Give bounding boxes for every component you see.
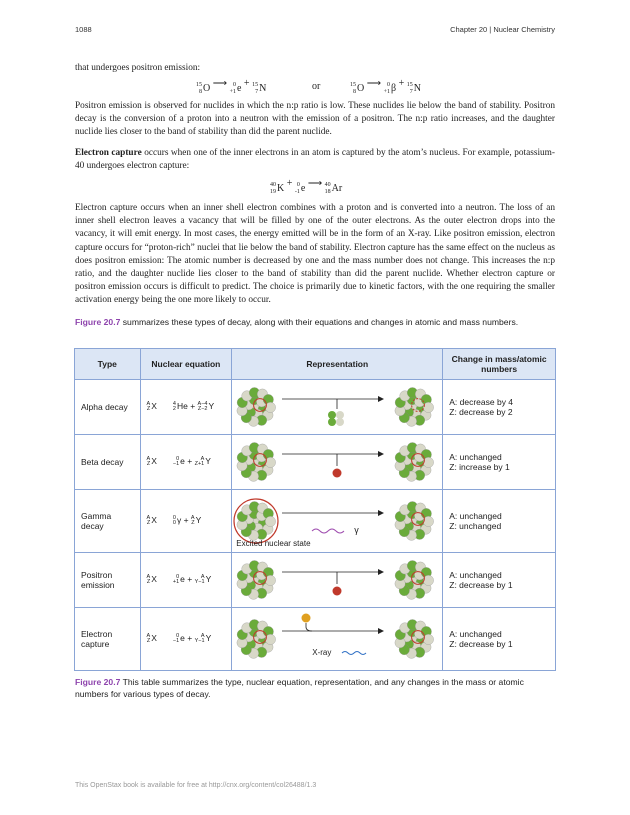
capture-arrow: [306, 623, 312, 631]
table-row: [75, 380, 556, 435]
electron-capture-equation: 40 19 K + 0 -1 e ⟶ 40 18 Ar: [270, 178, 343, 195]
change-cell: [443, 490, 556, 553]
summary-paragraph: Figure 20.7 summarizes these types of decay, along with their equations and changes in atomic and mass numbers.: [75, 317, 519, 327]
decay-diagram: [232, 380, 442, 434]
nuclear-equation: A Z X 0 −1 e + A Y−1 Y: [140, 608, 232, 671]
header-representation: Representation: [232, 349, 443, 380]
neutron: [423, 402, 433, 412]
nuclear-equation: A Z X 0 −1 e + A Z+1 Y: [140, 435, 232, 490]
alpha-particle-nucleon: [328, 411, 336, 419]
positron-equation-alt: 15 8 O ⟶ 0 +1 β + 15 7 N: [350, 78, 421, 95]
decay-type: Gamma decay: [75, 490, 141, 553]
atomic-change: Z: decrease by 2: [449, 407, 513, 417]
header-equation: Nuclear equation: [140, 349, 232, 380]
positron-equation: 15 8 O ⟶ 0 +1 e + 15 7 N: [196, 78, 267, 95]
table-row: [75, 490, 556, 553]
representation-cell: [232, 380, 443, 435]
arrowhead: [378, 569, 384, 575]
electron-capture-paragraph: Electron capture occurs when one of the inner electrons in an atom is captured by the atom’s nucleus. For example, potassium-40 undergoes electron capture:: [75, 148, 556, 172]
figure-link[interactable]: Figure 20.7: [75, 317, 121, 327]
page-number: 1088: [75, 25, 92, 34]
gamma-wave: [312, 529, 344, 533]
arrowhead: [378, 510, 384, 516]
xray-wave: [342, 652, 366, 655]
atomic-change: Z: increase by 1: [449, 462, 510, 472]
decay-diagram: [232, 435, 442, 489]
alpha-particle-nucleon: [336, 411, 344, 419]
change-cell: [443, 608, 556, 671]
arrowhead: [378, 396, 384, 402]
mass-change: A: decrease by 4: [449, 397, 514, 407]
nuclear-equation: A Z X 0 0 γ + A Z Y: [140, 490, 232, 553]
mass-change: A: unchanged: [449, 629, 502, 639]
alpha-particle-nucleon: [328, 418, 336, 426]
change-cell: [443, 435, 556, 490]
atomic-change: Z: decrease by 1: [449, 639, 513, 649]
table-header: [75, 349, 556, 380]
mass-change: A: unchanged: [449, 511, 502, 521]
representation-cell: [232, 553, 443, 608]
atomic-change: Z: decrease by 1: [449, 580, 513, 590]
decay-type: Beta decay: [75, 435, 141, 490]
change-cell: [443, 553, 556, 608]
mass-change: A: unchanged: [449, 452, 502, 462]
representation-cell: [232, 490, 443, 553]
alpha-particle-nucleon: [336, 418, 344, 426]
change-cell: [443, 380, 556, 435]
excited-state-label: Excited nuclear state: [236, 539, 311, 548]
xray-label: X-ray: [312, 648, 332, 657]
arrowhead: [378, 451, 384, 457]
table-row: [75, 608, 556, 671]
intro-line: that undergoes positron emission:: [75, 63, 201, 73]
decay-type: Alpha decay: [75, 380, 141, 435]
electron-capture-detail: Electron capture occurs when an inner shell electron combines with a proton and is converted into a neutron. The loss of an inner shell electron leaves a vacancy that will be filled by one of the outer electrons. As the outer electron drops into the vacancy, it will emit energy. In most cases, the energy emitted will be in the form of an X-ray. Like positron emission, electron capture occurs for “proton-rich” nuclei that lie below the band of stability. Electron capture has the same effect on the nucleus as does positron emission: The atomic number is decreased by one and the mass number does not change. This increases the n:p ratio, and the daughter nuclide lies closer to the band of stability than did the parent nuclide. Whether electron capture or positron emission occurs is difficult to predict. The choice is primarily due to kinetic factors, with the one requiring the smaller activation energy being the one more likely to occur.: [75, 203, 555, 306]
positron-paragraph: Positron emission is observed for nuclides in which the n:p ratio is low. These nuclides lie below the band of stability. Positron decay is the conversion of a proton into a neutron with the emission of a positron. The n:p ratio increases, and the daughter nuclide lies closer to the band of stability than did the parent nuclide.: [75, 101, 555, 138]
positron: [333, 587, 342, 596]
table-row: [75, 553, 556, 608]
equation-or: or: [312, 81, 321, 92]
chapter-title: Chapter 20 | Nuclear Chemistry: [450, 25, 555, 34]
nuclear-equation: A Z X 0 +1 e + A Y−1 Y: [140, 553, 232, 608]
decay-diagram: [232, 553, 442, 607]
representation-cell: [232, 435, 443, 490]
captured-electron: [302, 614, 311, 623]
footer-note: This OpenStax book is available for free at http://cnx.org/content/col26488/1.3: [75, 782, 317, 789]
representation-cell: [232, 608, 443, 671]
decay-type: Electron capture: [75, 608, 141, 671]
decay-type: Positron emission: [75, 553, 141, 608]
gamma-symbol: γ: [354, 525, 359, 535]
header-change: Change in mass/atomic numbers: [443, 349, 556, 380]
beta-particle: [333, 469, 342, 478]
mass-change: A: unchanged: [449, 570, 502, 580]
caption-label: Figure 20.7: [75, 677, 121, 687]
nuclear-equation: A Z X 4 2 He + A−4 Z−2 Y: [140, 380, 232, 435]
header-type: Type: [75, 349, 141, 380]
atomic-change: Z: unchanged: [449, 521, 502, 531]
decay-table: [74, 348, 556, 671]
decay-diagram: [232, 608, 442, 670]
figure-caption: Figure 20.7 This table summarizes the type, nuclear equation, representation, and any changes in the mass or atomic numbers for various types of decay.: [75, 677, 524, 699]
arrowhead: [378, 628, 384, 634]
table-row: [75, 435, 556, 490]
neutron: [265, 516, 275, 526]
